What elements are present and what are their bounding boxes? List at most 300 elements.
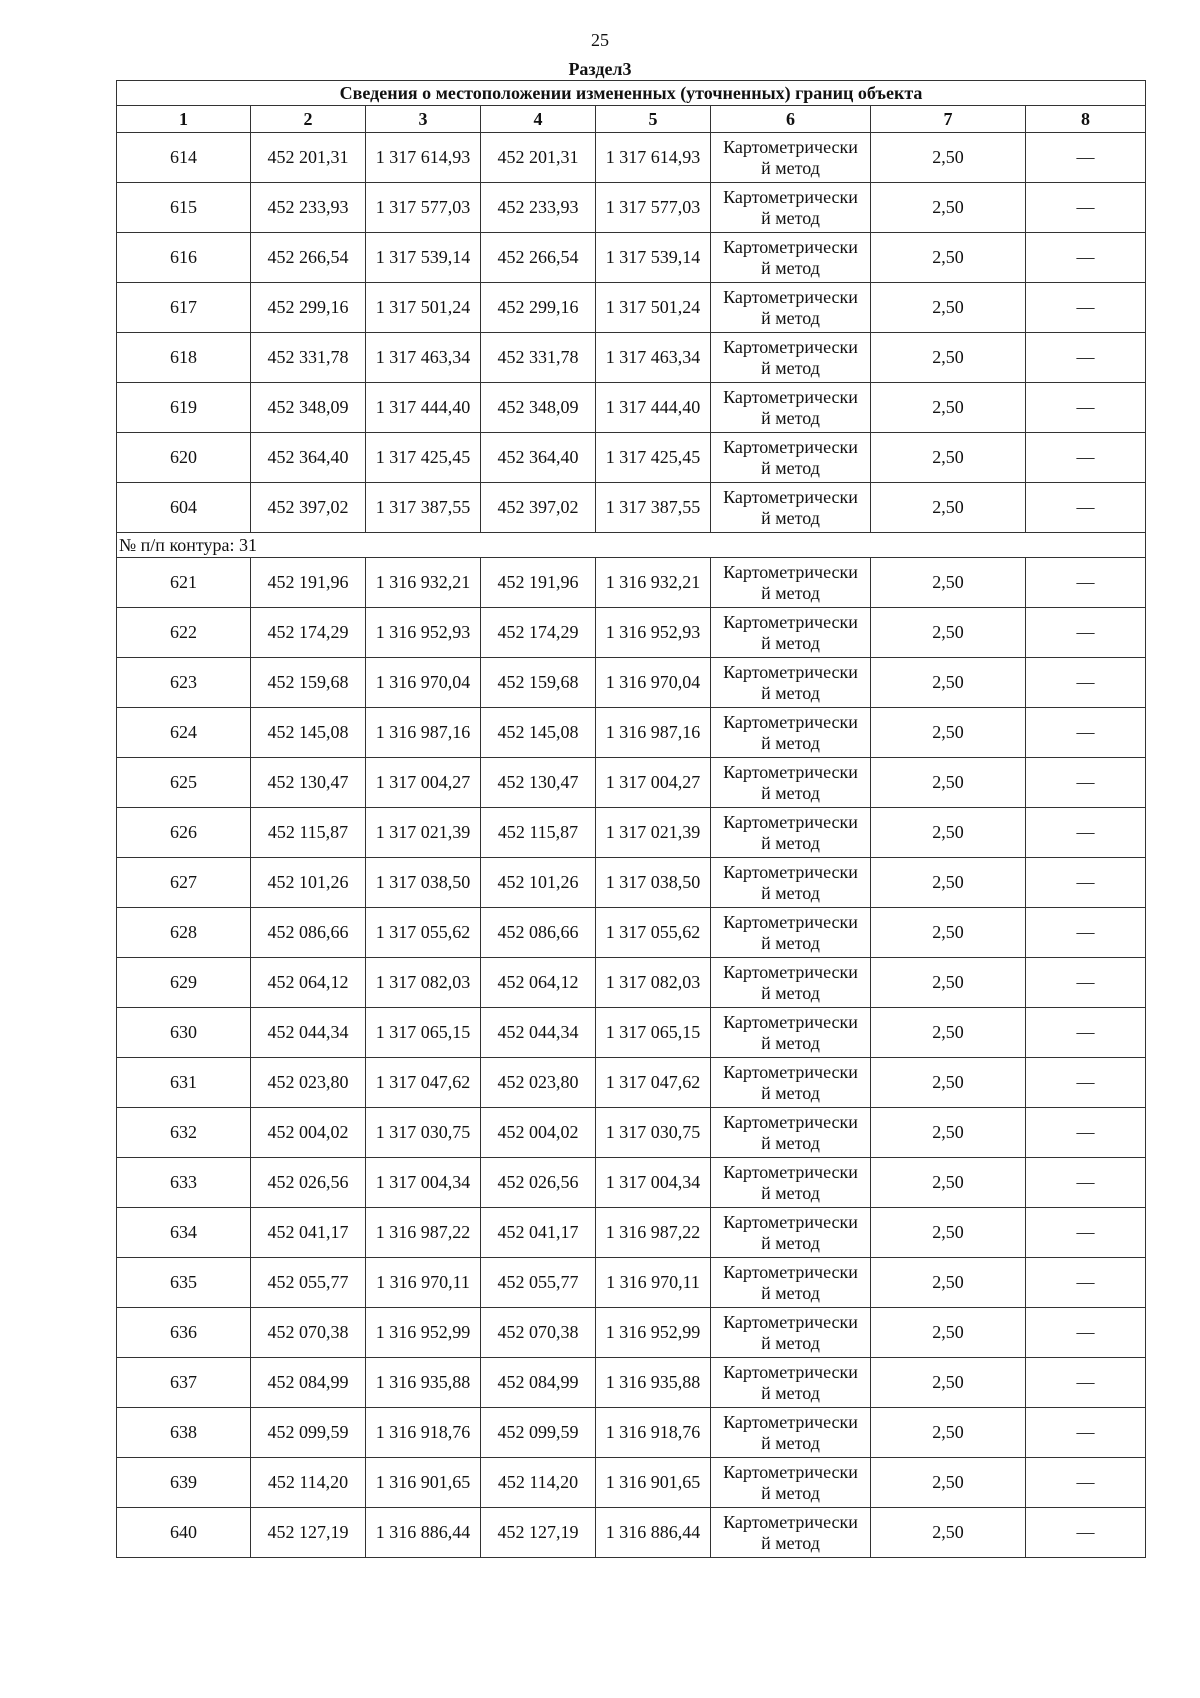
existing-y-cell: 1 317 425,45	[366, 433, 481, 483]
accuracy-cell: 2,50	[871, 483, 1026, 533]
accuracy-cell: 2,50	[871, 1308, 1026, 1358]
existing-y-cell: 1 317 030,75	[366, 1108, 481, 1158]
description-cell: —	[1026, 183, 1146, 233]
refined-y-cell: 1 317 387,55	[596, 483, 711, 533]
method-cell	[711, 908, 871, 958]
method-line1: Картометрически	[723, 186, 858, 207]
accuracy-cell: 2,50	[871, 1508, 1026, 1558]
existing-y-cell: 1 316 970,11	[366, 1258, 481, 1308]
existing-y-cell: 1 317 047,62	[366, 1058, 481, 1108]
method-line1: Картометрически	[723, 711, 858, 732]
description-cell: —	[1026, 858, 1146, 908]
point-number-cell: 616	[117, 233, 251, 283]
method-cell	[711, 383, 871, 433]
method-cell	[711, 1008, 871, 1058]
point-number-cell: 629	[117, 958, 251, 1008]
method-cell	[711, 433, 871, 483]
description-cell: —	[1026, 1458, 1146, 1508]
method-line1: Картометрически	[723, 1511, 858, 1532]
method-cell	[711, 233, 871, 283]
contour-header-row	[117, 533, 1146, 558]
method-line2: й метод	[761, 457, 820, 478]
refined-y-cell: 1 316 952,93	[596, 608, 711, 658]
accuracy-cell: 2,50	[871, 908, 1026, 958]
description-cell: —	[1026, 1058, 1146, 1108]
method-line2: й метод	[761, 1232, 820, 1253]
refined-x-cell: 452 127,19	[481, 1508, 596, 1558]
refined-x-cell: 452 055,77	[481, 1258, 596, 1308]
description-cell: —	[1026, 1108, 1146, 1158]
existing-x-cell: 452 364,40	[251, 433, 366, 483]
point-number-cell: 640	[117, 1508, 251, 1558]
accuracy-cell: 2,50	[871, 1008, 1026, 1058]
method-line1: Картометрически	[723, 861, 858, 882]
table-caption: Сведения о местоположении измененных (уточненных) границ объекта	[117, 81, 1146, 106]
refined-x-cell: 452 084,99	[481, 1358, 596, 1408]
point-number-cell: 633	[117, 1158, 251, 1208]
contour-label: № п/п контура: 31	[117, 533, 1146, 558]
point-number-cell: 637	[117, 1358, 251, 1408]
point-number-cell: 634	[117, 1208, 251, 1258]
method-line2: й метод	[761, 982, 820, 1003]
boundary-coordinates-table	[116, 80, 1146, 1558]
method-line2: й метод	[761, 1282, 820, 1303]
refined-y-cell: 1 316 935,88	[596, 1358, 711, 1408]
accuracy-cell: 2,50	[871, 433, 1026, 483]
method-cell	[711, 1258, 871, 1308]
existing-x-cell: 452 299,16	[251, 283, 366, 333]
refined-x-cell: 452 331,78	[481, 333, 596, 383]
method-line2: й метод	[761, 1482, 820, 1503]
method-line1: Картометрически	[723, 1161, 858, 1182]
existing-y-cell: 1 317 004,34	[366, 1158, 481, 1208]
point-number-cell: 620	[117, 433, 251, 483]
accuracy-cell: 2,50	[871, 183, 1026, 233]
method-line1: Картометрически	[723, 386, 858, 407]
existing-y-cell: 1 317 444,40	[366, 383, 481, 433]
refined-x-cell: 452 266,54	[481, 233, 596, 283]
section-title: Раздел3	[568, 59, 632, 79]
method-line1: Картометрически	[723, 1261, 858, 1282]
table-caption-row	[117, 81, 1146, 106]
existing-x-cell: 452 331,78	[251, 333, 366, 383]
existing-x-cell: 452 026,56	[251, 1158, 366, 1208]
method-cell	[711, 333, 871, 383]
method-line1: Картометрически	[723, 961, 858, 982]
existing-x-cell: 452 397,02	[251, 483, 366, 533]
table-row	[117, 183, 1146, 233]
method-cell	[711, 808, 871, 858]
method-line2: й метод	[761, 682, 820, 703]
accuracy-cell: 2,50	[871, 608, 1026, 658]
point-number-cell: 622	[117, 608, 251, 658]
refined-y-cell: 1 317 444,40	[596, 383, 711, 433]
existing-x-cell: 452 191,96	[251, 558, 366, 608]
method-line1: Картометрически	[723, 1061, 858, 1082]
description-cell: —	[1026, 1158, 1146, 1208]
method-line1: Картометрически	[723, 286, 858, 307]
method-line2: й метод	[761, 407, 820, 428]
method-line1: Картометрически	[723, 1411, 858, 1432]
method-line1: Картометрически	[723, 1461, 858, 1482]
point-number-cell: 618	[117, 333, 251, 383]
accuracy-cell: 2,50	[871, 333, 1026, 383]
accuracy-cell: 2,50	[871, 1458, 1026, 1508]
method-line2: й метод	[761, 357, 820, 378]
method-cell	[711, 608, 871, 658]
refined-x-cell: 452 041,17	[481, 1208, 596, 1258]
refined-x-cell: 452 004,02	[481, 1108, 596, 1158]
refined-y-cell: 1 317 047,62	[596, 1058, 711, 1108]
refined-y-cell: 1 317 539,14	[596, 233, 711, 283]
description-cell: —	[1026, 1408, 1146, 1458]
point-number-cell: 615	[117, 183, 251, 233]
method-cell	[711, 1358, 871, 1408]
accuracy-cell: 2,50	[871, 133, 1026, 183]
method-cell	[711, 1458, 871, 1508]
refined-y-cell: 1 317 082,03	[596, 958, 711, 1008]
existing-y-cell: 1 316 987,16	[366, 708, 481, 758]
description-cell: —	[1026, 708, 1146, 758]
existing-y-cell: 1 316 918,76	[366, 1408, 481, 1458]
existing-y-cell: 1 317 539,14	[366, 233, 481, 283]
description-cell: —	[1026, 1308, 1146, 1358]
method-line1: Картометрически	[723, 1111, 858, 1132]
method-cell	[711, 558, 871, 608]
method-line1: Картометрически	[723, 236, 858, 257]
method-line1: Картометрически	[723, 811, 858, 832]
refined-y-cell: 1 316 932,21	[596, 558, 711, 608]
method-cell	[711, 758, 871, 808]
method-line2: й метод	[761, 582, 820, 603]
existing-x-cell: 452 086,66	[251, 908, 366, 958]
description-cell: —	[1026, 1508, 1146, 1558]
description-cell: —	[1026, 908, 1146, 958]
table-row	[117, 958, 1146, 1008]
existing-y-cell: 1 317 038,50	[366, 858, 481, 908]
refined-x-cell: 452 174,29	[481, 608, 596, 658]
description-cell: —	[1026, 1208, 1146, 1258]
table-row	[117, 233, 1146, 283]
column-number: 1	[117, 106, 251, 133]
refined-y-cell: 1 317 055,62	[596, 908, 711, 958]
table-row	[117, 283, 1146, 333]
table-row	[117, 1158, 1146, 1208]
method-line2: й метод	[761, 257, 820, 278]
existing-y-cell: 1 316 952,99	[366, 1308, 481, 1358]
method-line1: Картометрически	[723, 761, 858, 782]
method-cell	[711, 1158, 871, 1208]
existing-x-cell: 452 004,02	[251, 1108, 366, 1158]
point-number-cell: 614	[117, 133, 251, 183]
existing-y-cell: 1 316 901,65	[366, 1458, 481, 1508]
method-line2: й метод	[761, 832, 820, 853]
table-row	[117, 333, 1146, 383]
description-cell: —	[1026, 1358, 1146, 1408]
method-line1: Картометрически	[723, 561, 858, 582]
existing-x-cell: 452 041,17	[251, 1208, 366, 1258]
existing-y-cell: 1 316 970,04	[366, 658, 481, 708]
refined-x-cell: 452 114,20	[481, 1458, 596, 1508]
refined-x-cell: 452 115,87	[481, 808, 596, 858]
method-line1: Картометрически	[723, 611, 858, 632]
table-row	[117, 1308, 1146, 1358]
table-row	[117, 858, 1146, 908]
existing-y-cell: 1 316 932,21	[366, 558, 481, 608]
existing-x-cell: 452 266,54	[251, 233, 366, 283]
accuracy-cell: 2,50	[871, 1158, 1026, 1208]
method-cell	[711, 1208, 871, 1258]
method-cell	[711, 133, 871, 183]
point-number-cell: 632	[117, 1108, 251, 1158]
method-line1: Картометрически	[723, 911, 858, 932]
existing-y-cell: 1 317 082,03	[366, 958, 481, 1008]
refined-y-cell: 1 317 021,39	[596, 808, 711, 858]
table-row	[117, 1258, 1146, 1308]
point-number-cell: 636	[117, 1308, 251, 1358]
description-cell: —	[1026, 558, 1146, 608]
accuracy-cell: 2,50	[871, 1058, 1026, 1108]
existing-x-cell: 452 145,08	[251, 708, 366, 758]
method-line2: й метод	[761, 1332, 820, 1353]
description-cell: —	[1026, 133, 1146, 183]
table-row	[117, 558, 1146, 608]
existing-x-cell: 452 064,12	[251, 958, 366, 1008]
method-line2: й метод	[761, 882, 820, 903]
accuracy-cell: 2,50	[871, 958, 1026, 1008]
refined-x-cell: 452 044,34	[481, 1008, 596, 1058]
refined-y-cell: 1 317 614,93	[596, 133, 711, 183]
refined-x-cell: 452 145,08	[481, 708, 596, 758]
refined-y-cell: 1 316 918,76	[596, 1408, 711, 1458]
column-number: 4	[481, 106, 596, 133]
accuracy-cell: 2,50	[871, 1408, 1026, 1458]
refined-y-cell: 1 316 987,16	[596, 708, 711, 758]
method-line2: й метод	[761, 1432, 820, 1453]
existing-y-cell: 1 317 614,93	[366, 133, 481, 183]
method-line1: Картометрически	[723, 436, 858, 457]
refined-x-cell: 452 064,12	[481, 958, 596, 1008]
method-line2: й метод	[761, 507, 820, 528]
existing-x-cell: 452 044,34	[251, 1008, 366, 1058]
description-cell: —	[1026, 658, 1146, 708]
existing-y-cell: 1 316 987,22	[366, 1208, 481, 1258]
accuracy-cell: 2,50	[871, 233, 1026, 283]
table-row	[117, 483, 1146, 533]
accuracy-cell: 2,50	[871, 1108, 1026, 1158]
method-line2: й метод	[761, 932, 820, 953]
method-cell	[711, 183, 871, 233]
refined-x-cell: 452 023,80	[481, 1058, 596, 1108]
existing-x-cell: 452 084,99	[251, 1358, 366, 1408]
table-row	[117, 908, 1146, 958]
table-row	[117, 708, 1146, 758]
point-number-cell: 627	[117, 858, 251, 908]
refined-y-cell: 1 316 970,11	[596, 1258, 711, 1308]
page-number: 25	[591, 30, 609, 50]
point-number-cell: 638	[117, 1408, 251, 1458]
existing-x-cell: 452 348,09	[251, 383, 366, 433]
column-number: 3	[366, 106, 481, 133]
refined-x-cell: 452 099,59	[481, 1408, 596, 1458]
existing-x-cell: 452 201,31	[251, 133, 366, 183]
existing-x-cell: 452 101,26	[251, 858, 366, 908]
point-number-cell: 635	[117, 1258, 251, 1308]
description-cell: —	[1026, 808, 1146, 858]
method-cell	[711, 1408, 871, 1458]
method-cell	[711, 1058, 871, 1108]
existing-x-cell: 452 114,20	[251, 1458, 366, 1508]
accuracy-cell: 2,50	[871, 708, 1026, 758]
table-row	[117, 1108, 1146, 1158]
method-line2: й метод	[761, 732, 820, 753]
refined-x-cell: 452 130,47	[481, 758, 596, 808]
method-line2: й метод	[761, 632, 820, 653]
point-number-cell: 628	[117, 908, 251, 958]
method-line1: Картометрически	[723, 1361, 858, 1382]
accuracy-cell: 2,50	[871, 1208, 1026, 1258]
method-line2: й метод	[761, 1032, 820, 1053]
refined-x-cell: 452 364,40	[481, 433, 596, 483]
existing-y-cell: 1 316 886,44	[366, 1508, 481, 1558]
existing-x-cell: 452 130,47	[251, 758, 366, 808]
existing-x-cell: 452 127,19	[251, 1508, 366, 1558]
refined-y-cell: 1 317 004,27	[596, 758, 711, 808]
refined-x-cell: 452 348,09	[481, 383, 596, 433]
table-body	[117, 133, 1146, 1558]
refined-y-cell: 1 317 577,03	[596, 183, 711, 233]
table-row	[117, 608, 1146, 658]
refined-y-cell: 1 317 425,45	[596, 433, 711, 483]
table-row	[117, 658, 1146, 708]
method-line2: й метод	[761, 1382, 820, 1403]
refined-y-cell: 1 317 030,75	[596, 1108, 711, 1158]
table-row	[117, 1008, 1146, 1058]
point-number-cell: 623	[117, 658, 251, 708]
existing-y-cell: 1 317 065,15	[366, 1008, 481, 1058]
table-row	[117, 383, 1146, 433]
refined-x-cell: 452 233,93	[481, 183, 596, 233]
description-cell: —	[1026, 1008, 1146, 1058]
column-number: 2	[251, 106, 366, 133]
method-cell	[711, 858, 871, 908]
method-cell	[711, 1508, 871, 1558]
table-row	[117, 1408, 1146, 1458]
column-number: 8	[1026, 106, 1146, 133]
existing-y-cell: 1 317 004,27	[366, 758, 481, 808]
table-row	[117, 1508, 1146, 1558]
accuracy-cell: 2,50	[871, 558, 1026, 608]
method-cell	[711, 1308, 871, 1358]
existing-x-cell: 452 055,77	[251, 1258, 366, 1308]
existing-x-cell: 452 070,38	[251, 1308, 366, 1358]
table-row	[117, 433, 1146, 483]
table-row	[117, 1208, 1146, 1258]
method-cell	[711, 283, 871, 333]
existing-y-cell: 1 317 021,39	[366, 808, 481, 858]
existing-y-cell: 1 316 952,93	[366, 608, 481, 658]
description-cell: —	[1026, 958, 1146, 1008]
refined-x-cell: 452 070,38	[481, 1308, 596, 1358]
point-number-cell: 604	[117, 483, 251, 533]
point-number-cell: 639	[117, 1458, 251, 1508]
method-line2: й метод	[761, 207, 820, 228]
refined-y-cell: 1 317 038,50	[596, 858, 711, 908]
description-cell: —	[1026, 1258, 1146, 1308]
method-line2: й метод	[761, 782, 820, 803]
point-number-cell: 624	[117, 708, 251, 758]
refined-x-cell: 452 101,26	[481, 858, 596, 908]
refined-y-cell: 1 317 501,24	[596, 283, 711, 333]
method-line1: Картометрически	[723, 1311, 858, 1332]
method-line2: й метод	[761, 1132, 820, 1153]
accuracy-cell: 2,50	[871, 1358, 1026, 1408]
method-cell	[711, 958, 871, 1008]
method-line2: й метод	[761, 157, 820, 178]
method-cell	[711, 708, 871, 758]
point-number-cell: 630	[117, 1008, 251, 1058]
method-line2: й метод	[761, 1532, 820, 1553]
method-line2: й метод	[761, 307, 820, 328]
point-number-cell: 625	[117, 758, 251, 808]
description-cell: —	[1026, 383, 1146, 433]
column-number: 5	[596, 106, 711, 133]
refined-x-cell: 452 397,02	[481, 483, 596, 533]
accuracy-cell: 2,50	[871, 283, 1026, 333]
table-row	[117, 1458, 1146, 1508]
description-cell: —	[1026, 483, 1146, 533]
point-number-cell: 626	[117, 808, 251, 858]
point-number-cell: 621	[117, 558, 251, 608]
method-line1: Картометрически	[723, 336, 858, 357]
existing-y-cell: 1 317 463,34	[366, 333, 481, 383]
accuracy-cell: 2,50	[871, 658, 1026, 708]
existing-x-cell: 452 115,87	[251, 808, 366, 858]
refined-y-cell: 1 317 065,15	[596, 1008, 711, 1058]
existing-y-cell: 1 317 387,55	[366, 483, 481, 533]
method-line1: Картометрически	[723, 486, 858, 507]
existing-y-cell: 1 317 577,03	[366, 183, 481, 233]
table-row	[117, 1358, 1146, 1408]
existing-x-cell: 452 233,93	[251, 183, 366, 233]
method-line2: й метод	[761, 1082, 820, 1103]
refined-x-cell: 452 159,68	[481, 658, 596, 708]
refined-y-cell: 1 316 987,22	[596, 1208, 711, 1258]
method-cell	[711, 483, 871, 533]
refined-x-cell: 452 191,96	[481, 558, 596, 608]
refined-x-cell: 452 201,31	[481, 133, 596, 183]
method-cell	[711, 1108, 871, 1158]
existing-x-cell: 452 023,80	[251, 1058, 366, 1108]
accuracy-cell: 2,50	[871, 1258, 1026, 1308]
description-cell: —	[1026, 433, 1146, 483]
existing-x-cell: 452 174,29	[251, 608, 366, 658]
refined-y-cell: 1 316 952,99	[596, 1308, 711, 1358]
refined-y-cell: 1 317 463,34	[596, 333, 711, 383]
column-number: 7	[871, 106, 1026, 133]
refined-y-cell: 1 317 004,34	[596, 1158, 711, 1208]
refined-y-cell: 1 316 901,65	[596, 1458, 711, 1508]
refined-y-cell: 1 316 970,04	[596, 658, 711, 708]
accuracy-cell: 2,50	[871, 808, 1026, 858]
column-number-row	[117, 106, 1146, 133]
refined-x-cell: 452 026,56	[481, 1158, 596, 1208]
method-cell	[711, 658, 871, 708]
existing-y-cell: 1 316 935,88	[366, 1358, 481, 1408]
refined-y-cell: 1 316 886,44	[596, 1508, 711, 1558]
description-cell: —	[1026, 233, 1146, 283]
refined-x-cell: 452 299,16	[481, 283, 596, 333]
